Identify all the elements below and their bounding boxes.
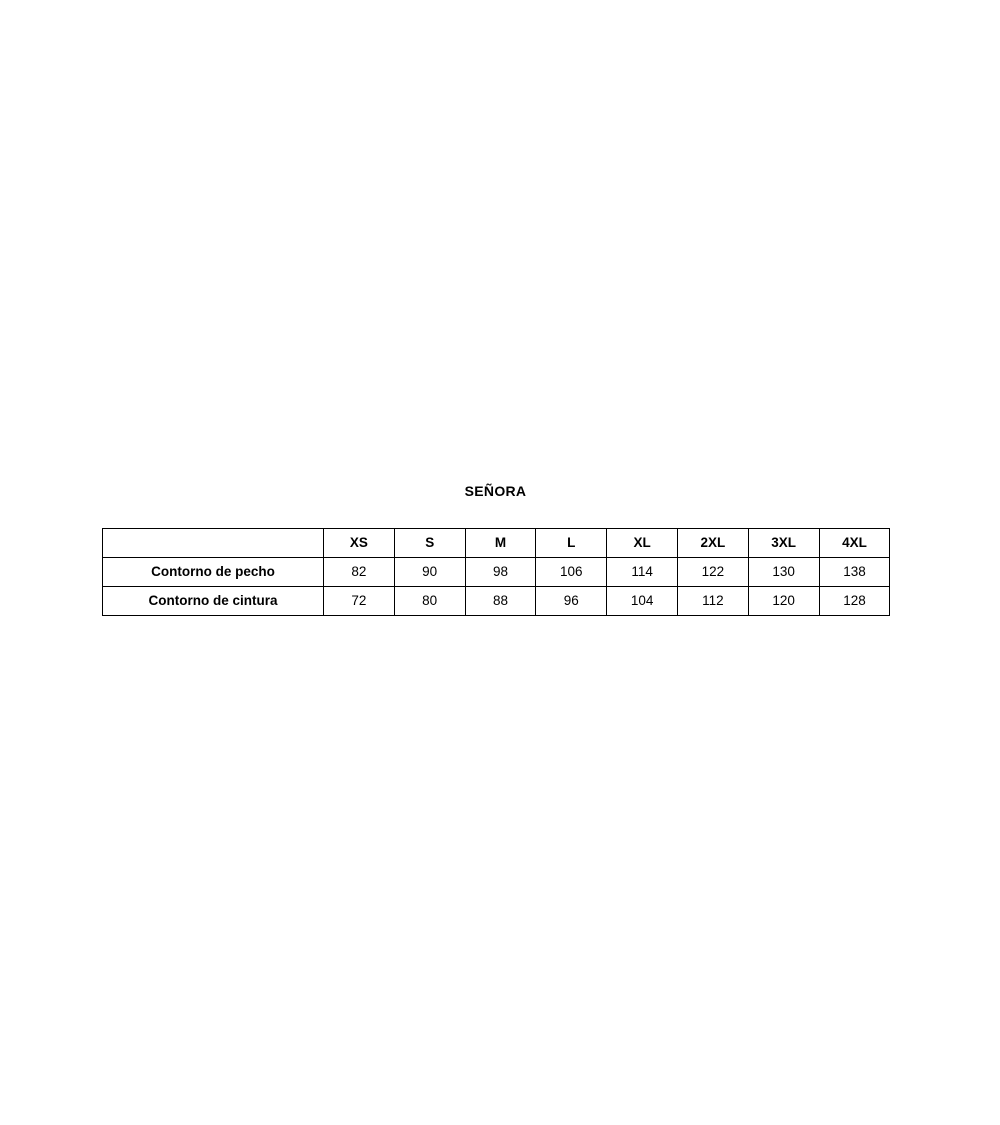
column-header-s: S (394, 529, 465, 558)
size-table-body (103, 558, 890, 616)
table-row (103, 558, 890, 587)
cell-chest-xl: 114 (607, 558, 678, 587)
column-header-3xl: 3XL (748, 529, 819, 558)
cell-waist-2xl: 112 (677, 587, 748, 616)
cell-waist-m: 88 (465, 587, 536, 616)
cell-chest-l: 106 (536, 558, 607, 587)
cell-waist-l: 96 (536, 587, 607, 616)
cell-chest-xs: 82 (324, 558, 395, 587)
page-title: SEÑORA (464, 483, 527, 499)
size-table-head (103, 529, 890, 558)
cell-chest-3xl: 130 (748, 558, 819, 587)
cell-chest-s: 90 (394, 558, 465, 587)
size-table-container (102, 528, 889, 616)
column-header-m: M (465, 529, 536, 558)
row-label-chest: Contorno de pecho (103, 558, 324, 587)
column-header-xs: XS (324, 529, 395, 558)
cell-chest-m: 98 (465, 558, 536, 587)
cell-waist-3xl: 120 (748, 587, 819, 616)
cell-waist-4xl: 128 (819, 587, 890, 616)
cell-chest-4xl: 138 (819, 558, 890, 587)
column-header-2xl: 2XL (677, 529, 748, 558)
table-header-row (103, 529, 890, 558)
size-table (102, 528, 890, 616)
row-label-waist: Contorno de cintura (103, 587, 324, 616)
cell-waist-s: 80 (394, 587, 465, 616)
column-header-l: L (536, 529, 607, 558)
cell-waist-xs: 72 (324, 587, 395, 616)
table-corner-cell (103, 529, 324, 558)
column-header-xl: XL (607, 529, 678, 558)
table-row (103, 587, 890, 616)
cell-chest-2xl: 122 (677, 558, 748, 587)
cell-waist-xl: 104 (607, 587, 678, 616)
column-header-4xl: 4XL (819, 529, 890, 558)
